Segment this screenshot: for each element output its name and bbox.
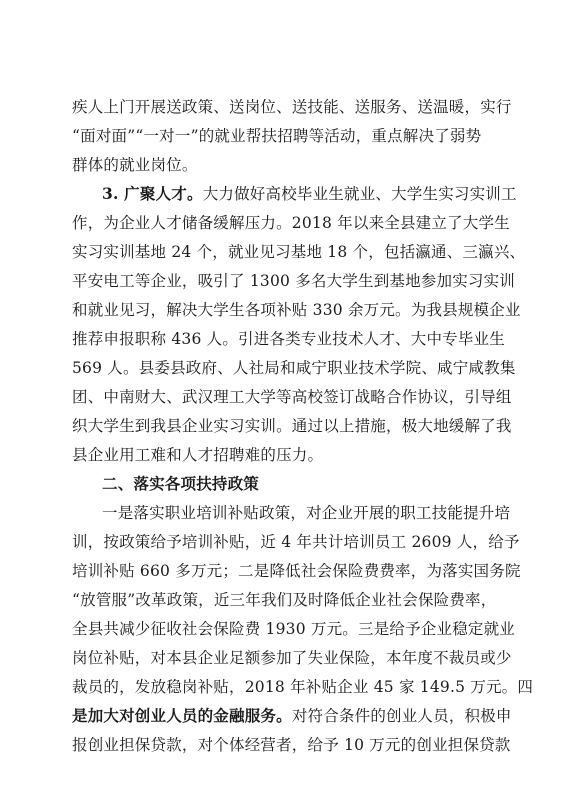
text-line: 作，为企业人才储备缓解压力。2018 年以来全县建立了大学生: [72, 214, 510, 232]
section-heading: 二、落实各项扶持政策: [102, 475, 260, 493]
text-line: 和就业见习，解决大学生各项补贴 330 余万元。为我县规模企业: [72, 301, 521, 319]
text-line: 织大学生到我县企业实习实训。通过以上措施，极大地缓解了我: [72, 417, 512, 435]
text-line: 疾人上门开展送政策、送岗位、送技能、送服务、送温暖，实行: [72, 98, 512, 116]
subheading-attract-talent: 3. 广聚人才。: [102, 184, 203, 203]
text-line: “放管服”改革政策，近三年我们及时降低企业社会保险费率，: [72, 591, 497, 609]
bold-phrase: 是加大对创业人员的金融服务。: [72, 706, 292, 725]
text-line: 报创业担保贷款，对个体经营者，给予 10 万元的创业担保贷款: [72, 736, 511, 754]
text-line: 裁员的，发放稳岗补贴，2018 年补贴企业 45 家 149.5 万元。四: [72, 678, 534, 696]
text-line: 569 人。县委县政府、人社局和咸宁职业技术学院、咸宁咸教集: [72, 359, 516, 377]
paragraph-first-line: [102, 183, 517, 205]
text-line: [72, 705, 512, 727]
text-line: 全县共减少征收社会保险费 1930 万元。三是给予企业稳定就业: [72, 620, 516, 638]
text-line: 平安电工等企业，吸引了 1300 多名大学生到基地参加实习实训: [72, 272, 516, 290]
text-line: 岗位补贴，对本县企业足额参加了失业保险，本年度不裁员或少: [72, 649, 512, 667]
text-line: 团、中南财大、武汉理工大学等高校签订战略合作协议，引导组: [72, 388, 512, 406]
text-line: 推荐申报职称 436 人。引进各类专业技术人才、大中专毕业生: [72, 330, 505, 348]
text-line: “面对面”“一对一”的就业帮扶招聘等活动，重点解决了弱势: [72, 127, 482, 145]
text-line: 一是落实职业培训补贴政策，对企业开展的职工技能提升培: [102, 504, 511, 522]
text-line: 实习实训基地 24 个，就业见习基地 18 个，包括瀛通、三瀛兴、: [72, 243, 526, 261]
text-line: 县企业用工难和人才招聘难的压力。: [72, 446, 324, 464]
text-span: 大力做好高校毕业生就业、大学生实习实训工: [202, 185, 517, 203]
text-span: 对符合条件的创业人员，积极申: [291, 707, 512, 725]
text-line: 群体的就业岗位。: [72, 156, 198, 174]
text-line: 培训补贴 660 多万元；二是降低社会保险费费率，为落实国务院: [72, 562, 521, 580]
text-line: 训，按政策给予培训补贴，近 4 年共计培训员工 2609 人，给予: [72, 533, 520, 551]
